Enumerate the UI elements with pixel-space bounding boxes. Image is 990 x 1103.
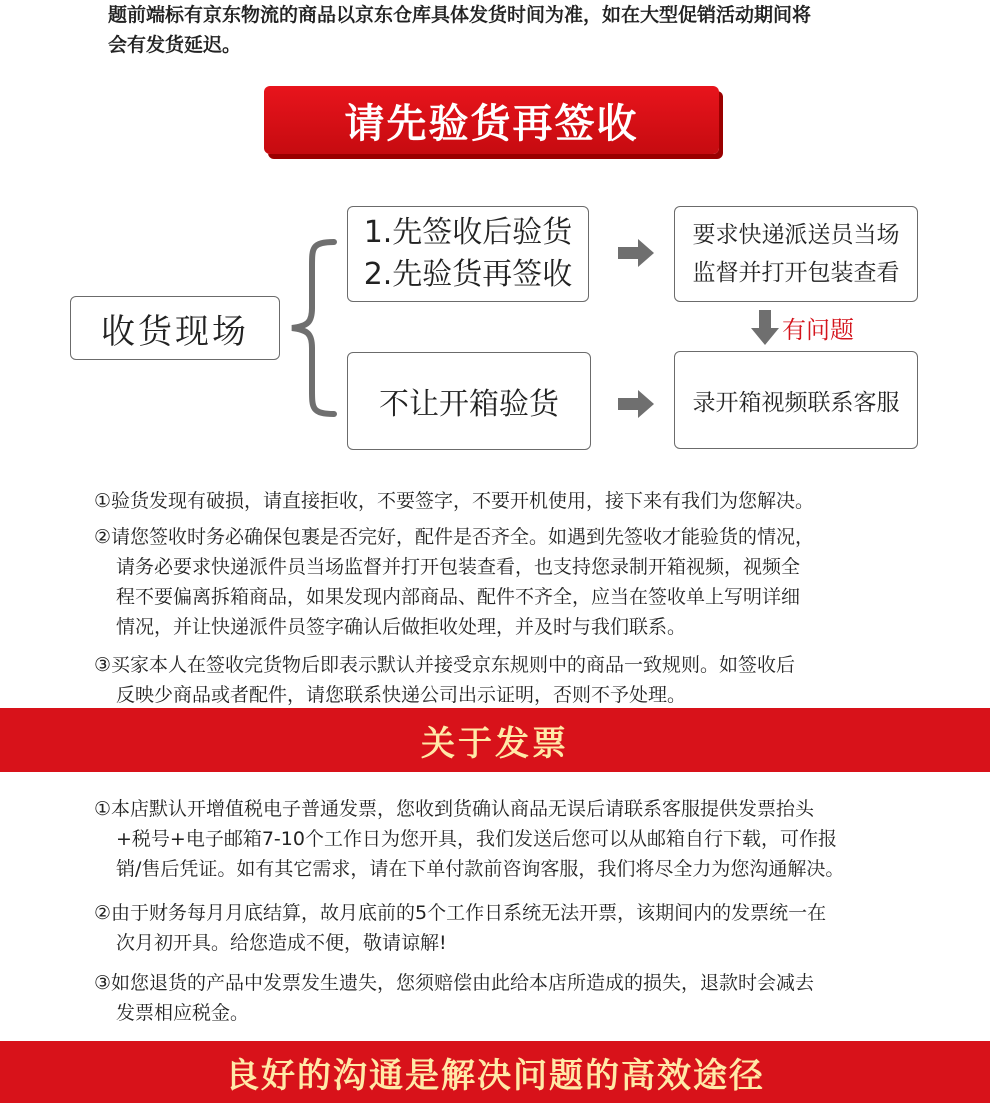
arrow-down-icon	[750, 310, 780, 346]
intro-line: 题前端标有京东物流的商品以京东仓库具体发货时间为准，如在大型促销活动期间将	[108, 4, 812, 26]
issue-label: 有问题	[782, 316, 854, 344]
verify-banner: 请先验货再签收	[264, 86, 719, 154]
note-line: 程不要偏离拆箱商品，如果发现内部商品、配件不齐全，应当在签收单上写明详细	[116, 586, 801, 608]
intro-line: 会有发货延迟。	[108, 34, 242, 56]
note-line: 反映少商品或者配件，请您联系快递公司出示证明，否则不予处理。	[116, 684, 687, 706]
invoice-banner: 关于发票	[0, 708, 990, 772]
option-line: 2.先验货再签收	[363, 257, 573, 292]
result-line: 要求快递派送员当场	[692, 222, 900, 248]
intro-text	[108, 0, 928, 60]
note-line: ①本店默认开增值税电子普通发票，您收到货确认商品无误后请联系客服提供发票抬头	[94, 798, 815, 820]
note-line: +税号+电子邮箱7-10个工作日为您开具，我们发送后您可以从邮箱自行下载，可作报	[116, 828, 837, 850]
result-video-box: 录开箱视频联系客服	[674, 351, 918, 449]
communication-banner: 良好的沟通是解决问题的高效途径	[0, 1041, 990, 1103]
option-sign-first-box	[347, 206, 589, 302]
note-line: 销/售后凭证。如有其它需求，请在下单付款前咨询客服，我们将尽全力为您沟通解决。	[116, 858, 845, 880]
receiving-notes	[94, 486, 944, 710]
option-line: 1.先签收后验货	[363, 215, 573, 250]
note-line: ①验货发现有破损，请直接拒收，不要签字，不要开机使用，接下来有我们为您解决。	[94, 490, 815, 512]
receiving-scene-box: 收货现场	[70, 296, 280, 360]
result-supervise-box	[674, 206, 918, 302]
option-no-open-box: 不让开箱验货	[347, 352, 591, 450]
result-line: 监督并打开包装查看	[692, 260, 900, 286]
note-line: ②由于财务每月月底结算，故月底前的5个工作日系统无法开票，该期间内的发票统一在	[94, 902, 827, 924]
arrow-right-icon	[618, 389, 656, 419]
arrow-right-icon	[618, 238, 656, 268]
note-line: ③买家本人在签收完货物后即表示默认并接受京东规则中的商品一致规则。如签收后	[94, 654, 796, 676]
note-line: 请务必要求快递派件员当场监督并打开包装查看，也支持您录制开箱视频，视频全	[116, 556, 801, 578]
brace-icon	[282, 238, 342, 418]
note-line: 次月初开具。给您造成不便，敬请谅解!	[116, 932, 447, 954]
invoice-notes	[94, 794, 944, 1028]
note-line: 情况，并让快递派件员签字确认后做拒收处理，并及时与我们联系。	[116, 616, 687, 638]
note-line: 发票相应税金。	[116, 1002, 250, 1024]
note-line: ③如您退货的产品中发票发生遗失，您须赔偿由此给本店所造成的损失，退款时会减去	[94, 972, 815, 994]
note-line: ②请您签收时务必确保包裹是否完好，配件是否齐全。如遇到先签收才能验货的情况，	[94, 526, 815, 548]
